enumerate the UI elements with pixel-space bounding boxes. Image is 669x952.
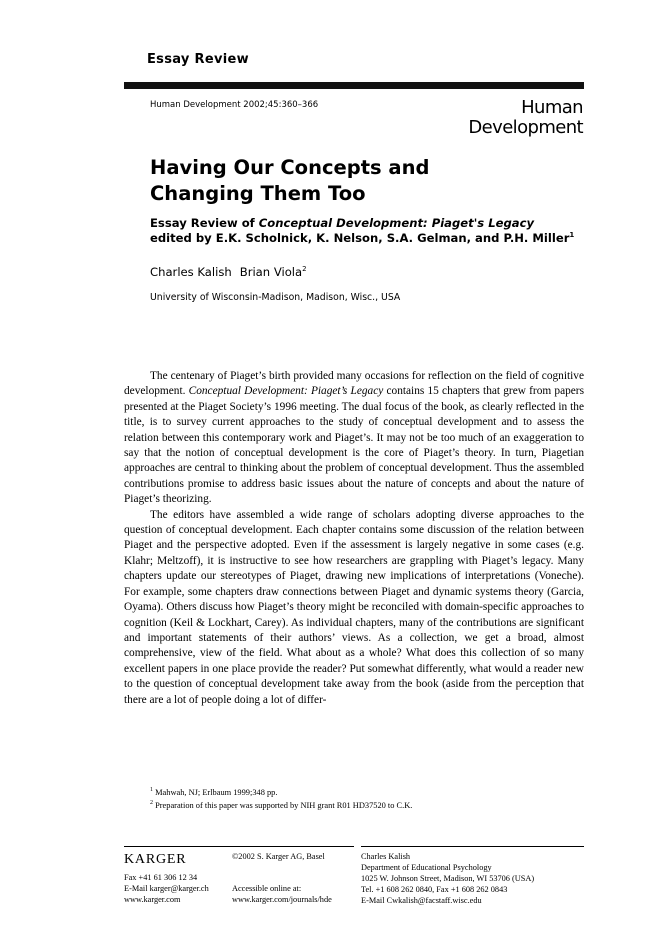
body-paragraph (124, 369, 584, 508)
body-text: The centenary of Piaget’s birth provided many occasions for reflection on the field of cognitive development. (124, 370, 584, 398)
author-affiliation: University of Wisconsin-Madison, Madison, Wisc., USA (150, 292, 401, 303)
footnote (150, 786, 580, 799)
article-body (124, 369, 584, 708)
footer-rule (124, 846, 354, 847)
publisher-fax: Fax +41 61 306 12 34 (124, 873, 198, 882)
author-name: Brian Viola (239, 265, 303, 279)
corr-address: 1025 W. Johnson Street, Madison, WI 53706 (USA) (361, 874, 535, 883)
article-title: Having Our Concepts and Changing Them Too (150, 156, 430, 205)
footnote-mark: 2 (150, 800, 153, 806)
author-footnote-mark: 2 (302, 265, 307, 273)
correspondence-address (361, 851, 534, 906)
online-label: Accessible online at: (232, 884, 302, 893)
footnote-text: Mahwah, NJ; Erlbaum 1999;348 pp. (155, 788, 278, 797)
footnote-mark: 1 (150, 787, 153, 793)
online-access (232, 883, 332, 905)
corr-phone: Tel. +1 608 262 0840, Fax +1 608 262 0843 (361, 885, 508, 894)
section-label: Essay Review (147, 52, 249, 67)
corr-name: Charles Kalish (361, 852, 411, 861)
subtitle-footnote-mark: 1 (569, 231, 575, 239)
author-list (150, 265, 307, 279)
publisher-contact (124, 872, 209, 905)
copyright-notice: ©2002 S. Karger AG, Basel (232, 852, 325, 861)
corr-email[interactable]: E-Mail Cwkalish@facstaff.wisc.edu (361, 896, 482, 905)
journal-citation: Human Development 2002;45:360–366 (150, 100, 319, 110)
footnotes (150, 786, 580, 812)
online-url[interactable]: www.karger.com/journals/hde (232, 895, 332, 904)
body-text: contains 15 chapters that grew from papers presented at the Piaget Society’s 1996 meeting. The dual focus of the book, as clearly reflected in the title, is to survey current approaches to the study of conceptual development and to assess the relation between this contemporary work and Piaget’s. It may not be too much of an exaggeration to say that the notion of conceptual development is the core of Piaget’s theory. In turn, Piagetian approaches are central to thinking about the problem of conceptual development. Thus the assembled contributions promise to address basic issues about the nature of concepts and about the nature of Piaget’s theorizing. (124, 385, 584, 506)
publisher-email[interactable]: E-Mail karger@karger.ch (124, 884, 209, 893)
subtitle-book-title: Conceptual Development: Piaget's Legacy (258, 216, 535, 230)
publisher-logo: KARGER (124, 852, 187, 867)
journal-logo-line2: Development (468, 117, 583, 138)
book-title-italic: Conceptual Development: Piaget’s Legacy (188, 385, 384, 398)
article-subtitle (150, 216, 590, 246)
footnote (150, 799, 580, 812)
subtitle-prefix: Essay Review of (150, 216, 259, 230)
publisher-website[interactable]: www.karger.com (124, 895, 181, 904)
footer-rule (361, 846, 584, 847)
subtitle-editors: edited by E.K. Scholnick, K. Nelson, S.A. Gelman, and P.H. Miller (150, 231, 570, 245)
journal-logo-line1: Human (521, 97, 583, 118)
journal-logo (458, 98, 583, 138)
footnote-text: Preparation of this paper was supported by NIH grant R01 HD37520 to C.K. (155, 801, 413, 810)
header-rule (124, 82, 584, 89)
author-name: Charles Kalish (150, 265, 232, 279)
corr-department: Department of Educational Psychology (361, 863, 492, 872)
body-paragraph: The editors have assembled a wide range of scholars adopting diverse approaches to the question of conceptual development. Each chapter contains some discussion of the relation between Piaget and the perspective adopted. Even if the assessment is largely negative in some cases (e.g. Klahr; Meltzoff), it is instructive to see how researchers are grappling with Piaget’s legacy. Many chapters update our stereotypes of Piaget, drawing new implications of interpretations (Voneche). For example, some chapters draw connections between Piaget and dynamic systems theory (Garcia, Oyama). Others discuss how Piaget’s theory might be reconciled with domain-specific approaches to cognition (Keil & Lockhart, Carey). As individual chapters, many of the contributions are significant and important statements of their authors’ views. As a collection, we get a broad, almost comprehensive, view of the field. What about as a whole? What does this collection of so many excellent papers in one place provide the reader? Put somewhat differently, what would a reader new to the question of conceptual development take away from the book (aside from the perception that there are a lot of people doing a lot of differ- (124, 508, 584, 706)
